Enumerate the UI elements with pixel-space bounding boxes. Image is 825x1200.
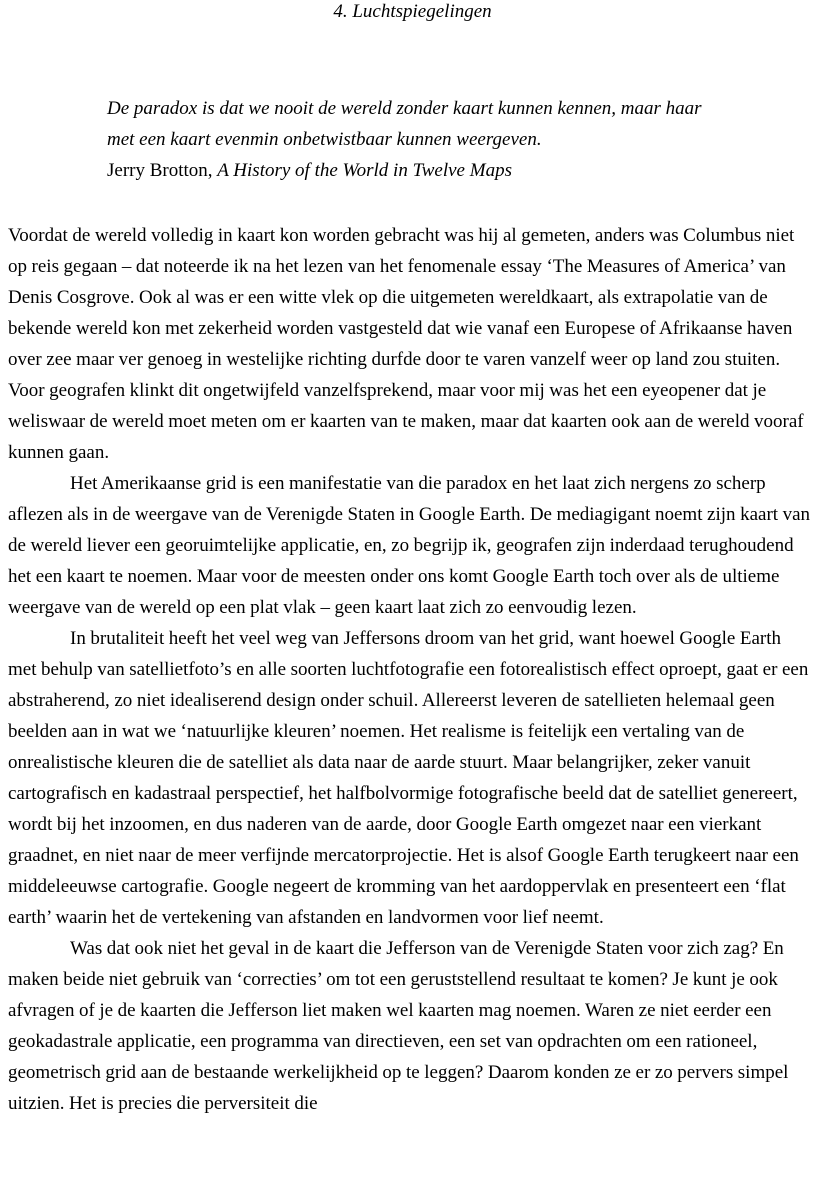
epigraph-author: Jerry Brotton,: [107, 160, 218, 181]
body-text: [8, 220, 811, 1119]
chapter-title: 4. Luchtspiegelingen: [333, 1, 492, 22]
paragraph-1: Voordat de wereld volledig in kaart kon worden gebracht was hij al gemeten, anders was Columbus niet op reis gegaan – dat noteerde ik na het lezen van het fenomenale essay ‘The Measures of America’ van Denis Cosgrove. Ook al was er een witte vlek op die uitgemeten wereldkaart, als extrapolatie van de bekende wereld kon met zekerheid worden vastgesteld dat wie vanaf een Europese of Afrikaanse haven over zee maar ver genoeg in westelijke richting durfde door te varen vanzelf weer op land zou stuiten. Voor geografen klinkt dit ongetwijfeld vanzelfsprekend, maar voor mij was het een eyeopener dat je weliswaar de wereld moet meten om er kaarten van te maken, maar dat kaarten ook aan de wereld vooraf kunnen gaan.: [8, 225, 804, 463]
epigraph-source-title: A History of the World in Twelve Maps: [217, 160, 512, 181]
paragraph-3: In brutaliteit heeft het veel weg van Jeffersons droom van het grid, want hoewel Google Earth met behulp van satellietfoto’s en alle soorten luchtfotografie een fotorealistisch effect oproept, gaat er een abstraherend, zo niet idealiserend design onder schuil. Allereerst leveren de satellieten helemaal geen beelden aan in wat we ‘natuurlijke kleuren’ noemen. Het realisme is feitelijk een vertaling van de onrealistische kleuren die de satelliet als data naar de aarde stuurt. Maar belangrijker, zeker vanuit cartografisch en kadastraal perspectief, het halfbolvormige fotografische beeld dat de satelliet genereert, wordt bij het inzoomen, en dus naderen van de aarde, door Google Earth omgezet naar een vierkant graadnet, en niet naar de meer verfijnde mercatorprojectie. Het is alsof Google Earth terugkeert naar een middeleeuwse cartografie. Google negeert de kromming van het aardoppervlak en presenteert een ‘flat earth’ waarin het de vertekening van afstanden en landvormen voor lief neemt.: [8, 628, 809, 928]
epigraph-quote-line-2: met een kaart evenmin onbetwistbaar kunnen weergeven.: [107, 129, 542, 150]
epigraph-quote-line-1: De paradox is dat we nooit de wereld zonder kaart kunnen kennen, maar haar: [107, 98, 702, 119]
paragraph-4: Was dat ook niet het geval in de kaart die Jefferson van de Verenigde Staten voor zich zag? En maken beide niet gebruik van ‘correcties’ om tot een geruststellend resultaat te komen? Je kunt je ook afvragen of je de kaarten die Jefferson liet maken wel kaarten mag noemen. Waren ze niet eerder een geokadastrale applicatie, een programma van directieven, een set van opdrachten om een rationeel, geometrisch grid aan de bestaande werkelijkheid op te leggen? Daarom konden ze er zo pervers simpel uitzien. Het is precies die perversiteit die: [8, 938, 789, 1114]
epigraph: [107, 93, 807, 186]
paragraph-2: Het Amerikaanse grid is een manifestatie van die paradox en het laat zich nergens zo scherp aflezen als in de weergave van de Verenigde Staten in Google Earth. De mediagigant noemt zijn kaart van de wereld liever een georuimtelijke applicatie, en, zo begrijp ik, geografen zijn inderdaad terughoudend het een kaart te noemen. Maar voor de meesten onder ons komt Google Earth toch over als de ultieme weergave van de wereld op een plat vlak – geen kaart laat zich zo eenvoudig lezen.: [8, 473, 811, 618]
epigraph-attribution: [107, 155, 807, 186]
